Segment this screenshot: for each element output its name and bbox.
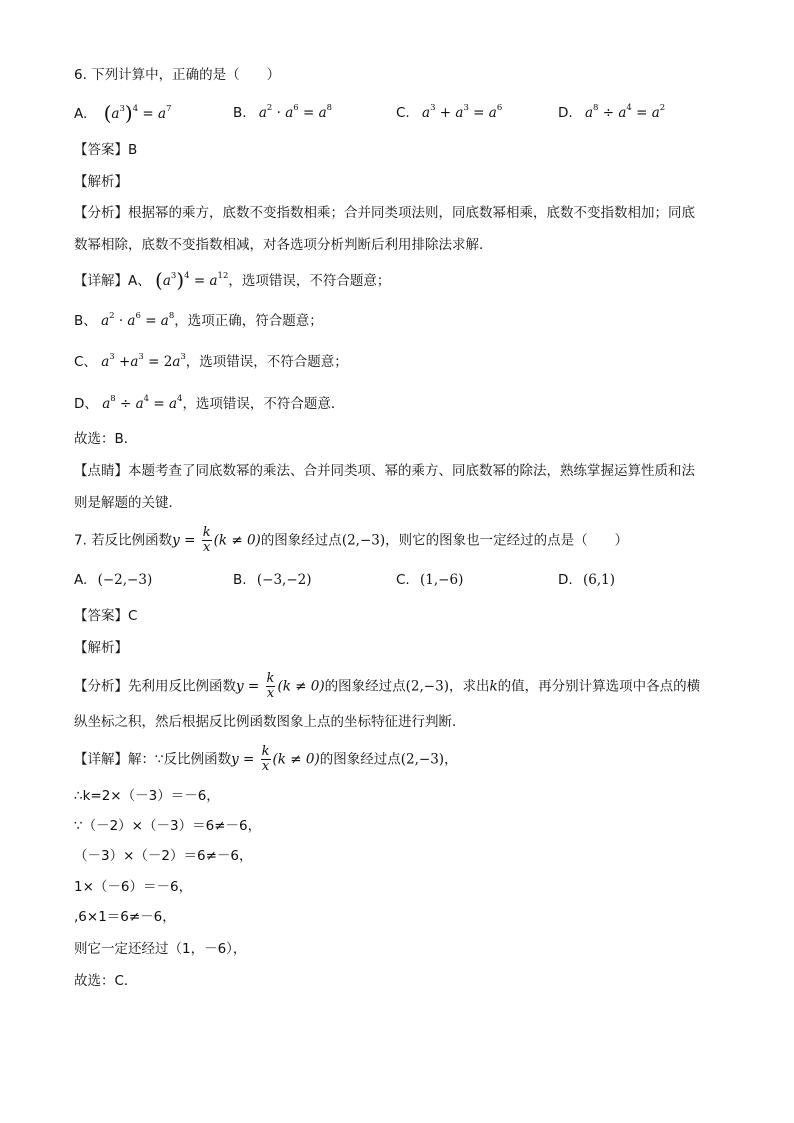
q6-fenxi-line1 xyxy=(74,203,695,223)
xiangjie-c-prefix: C、 xyxy=(74,354,97,370)
q6-option-c-expr: $a^3 + a^3 = a^6$ xyxy=(422,103,503,121)
option-letter: B. xyxy=(233,572,247,588)
q6-dianjing-line1 xyxy=(74,461,695,481)
fenxi-label: 【分析】 xyxy=(74,205,128,221)
xiangjie-a-suffix: ，选项错误，不符合题意； xyxy=(228,273,391,289)
xiangjie-d-prefix: D、 xyxy=(74,396,98,412)
q7-option-c-expr: (1,−6) xyxy=(420,572,464,588)
q7-fenxi-line2: 纵坐标之积，然后根据反比例函数图象上点的坐标特征进行判断． xyxy=(74,714,466,730)
q6-option-a-expr: $(a^3)^4 = a^7$ xyxy=(103,101,172,125)
q6-answer xyxy=(74,140,137,160)
q7-stem: 7. 若反比例函数y = $\frac{k}{x}$ (k ≠ 0)的图象经过点(2,−3)，则它的图象也一定经过的点是（ ） xyxy=(74,525,629,555)
q7-option-b-expr: (−3,−2) xyxy=(256,572,312,588)
fraction-k-over-x: $\frac{k}{x}$ xyxy=(261,744,270,774)
xiangjie-a-expr: $(a^3)^4 = a^{12}$ xyxy=(155,268,229,292)
xiangjie-b-suffix: ，选项正确，符合题意； xyxy=(174,313,323,329)
fraction-k-over-x: $\frac{k}{x}$ xyxy=(266,671,275,701)
answer-value: C xyxy=(128,608,138,624)
xiangjie-d-expr: $a^8 \div a^4 = a^4$ xyxy=(102,394,183,412)
q6-guxuan: 故选：B． xyxy=(74,431,138,447)
q6-xiangjie-d xyxy=(74,394,344,414)
q6-jiexi-label: 【解析】 xyxy=(74,174,128,190)
q6-option-d-expr: $a^8 \div a^4 = a^2$ xyxy=(584,103,666,121)
dianjing-text: 本题考查了同底数幂的乘法、合并同类项、幂的乘方、同底数幂的除法，熟练掌握运算性质和法 xyxy=(128,463,695,479)
q6-dianjing-line2: 则是解题的关键． xyxy=(74,495,182,511)
xiangjie-d-suffix: ，选项错误，不符合题意． xyxy=(182,396,345,412)
option-letter: D. xyxy=(558,105,573,121)
q7-step: ∵（－2）×（－3）＝6≠－6， xyxy=(74,818,262,834)
fenxi-label: 【分析】 xyxy=(74,678,128,695)
xiangjie-a-prefix: A、 xyxy=(128,273,151,289)
q6-option-d xyxy=(558,103,665,123)
option-letter: B. xyxy=(233,105,247,121)
xiangjie-label: 【详解】 xyxy=(74,273,128,289)
q7-fenxi-line1: 【分析】先利用反比例函数y = $\frac{k}{x}$ (k ≠ 0)的图象经过点(2,−3)，求出k的值，再分别计算选项中各点的横 xyxy=(74,671,701,701)
q7-step: 故选：C． xyxy=(74,973,138,989)
q6-stem: 6. 下列计算中，正确的是（ ） xyxy=(74,67,281,83)
q7-option-b xyxy=(233,570,312,590)
xiangjie-c-expr: $a^3 +a^3 = 2a^3$ xyxy=(101,352,186,370)
xiangjie-c-suffix: ，选项错误，不符合题意； xyxy=(185,354,348,370)
q7-option-d xyxy=(558,570,615,590)
q6-option-c xyxy=(396,103,502,123)
q7-jiexi-label: 【解析】 xyxy=(74,640,128,656)
q7-step: （－3）×（－2）＝6≠－6， xyxy=(74,848,253,864)
q6-option-b-expr: $a^2 \cdot a^6 = a^8$ xyxy=(258,103,333,121)
option-letter: D. xyxy=(558,572,573,588)
fraction-k-over-x: $\frac{k}{x}$ xyxy=(202,525,211,555)
xiangjie-b-expr: $a^2 \cdot a^6 = a^8$ xyxy=(101,311,175,329)
q7-answer xyxy=(74,606,137,626)
q7-xiangjie-line1: 【详解】解：∵反比例函数y = $\frac{k}{x}$ (k ≠ 0)的图象经过点(2,−3)， xyxy=(74,744,458,774)
q7-step: ,6×1＝6≠－6， xyxy=(74,909,176,925)
q6-xiangjie-b xyxy=(74,311,323,331)
option-letter: A. xyxy=(74,106,88,122)
q7-step: 则它一定还经过（1，－6）， xyxy=(74,941,247,957)
fenxi-text: 根据幂的乘方，底数不变指数相乘；合并同类项法则，同底数幂相乘，底数不变指数相加；同底 xyxy=(128,205,695,221)
q6-fenxi-line2: 数幂相除，底数不变指数相减，对各选项分析判断后利用排除法求解． xyxy=(74,237,493,253)
q6-option-a xyxy=(74,103,172,124)
q6-xiangjie-a xyxy=(74,270,390,291)
q7-option-a xyxy=(74,570,152,590)
q6-xiangjie-c xyxy=(74,352,348,372)
option-letter: A. xyxy=(74,572,88,588)
answer-label: 【答案】 xyxy=(74,608,128,624)
dianjing-label: 【点睛】 xyxy=(74,463,128,479)
xiangjie-label: 【详解】 xyxy=(74,751,128,768)
q7-step: 1×（－6）＝－6， xyxy=(74,879,193,895)
q6-option-b xyxy=(233,103,332,123)
q7-stem-prefix: 7. 若反比例函数 xyxy=(74,532,173,549)
option-letter: C. xyxy=(396,105,410,121)
q7-option-d-expr: (6,1) xyxy=(582,572,615,588)
xiangjie-b-prefix: B、 xyxy=(74,313,97,329)
q7-option-a-expr: (−2,−3) xyxy=(97,572,153,588)
answer-value: B xyxy=(128,142,138,158)
q7-step: ∴k=2×（－3）＝－6， xyxy=(74,788,220,804)
option-letter: C. xyxy=(396,572,410,588)
answer-label: 【答案】 xyxy=(74,142,128,158)
q7-option-c xyxy=(396,570,463,590)
